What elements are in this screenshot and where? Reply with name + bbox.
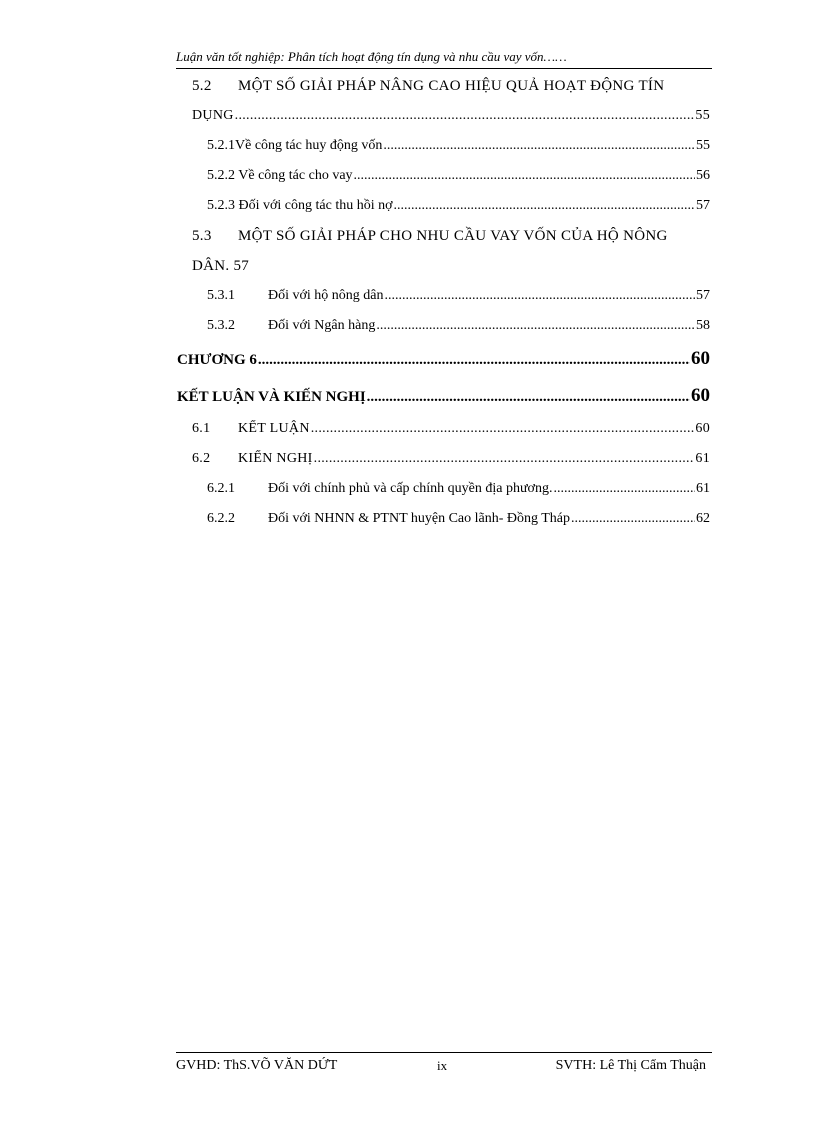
dot-leader [571,510,695,528]
footer-student: SVTH: Lê Thị Cẩm Thuận [555,1058,706,1073]
toc-entry-5-2[interactable] [192,77,664,95]
dot-leader [394,197,695,215]
dot-leader [311,420,695,438]
toc-page-number: 58 [696,318,710,333]
toc-title: DÂN. 57 [192,258,250,274]
toc-entry-5-3-continued[interactable] [192,257,249,275]
footer-advisor: GVHD: ThS.VÕ VĂN DỨT [176,1058,338,1073]
dot-leader [258,349,690,371]
toc-entry-5-3-2[interactable] [207,317,710,335]
toc-entry-6-1[interactable] [192,420,710,438]
toc-page-number: 60 [691,348,710,369]
toc-number: 6.1 [192,421,211,436]
toc-page-number: 55 [695,108,710,123]
toc-title: KIẾN NGHỊ [238,451,313,466]
toc-page-number: 61 [695,451,710,466]
toc-entry-conclusion[interactable] [177,385,710,408]
toc-entry-5-3-1[interactable] [207,287,710,305]
toc-title: Đối với hộ nông dân [268,288,384,303]
toc-title: KẾT LUẬN VÀ KIẾN NGHỊ [177,389,366,405]
toc-entry-5-3[interactable] [192,227,668,245]
toc-entry-5-2-continued[interactable] [192,107,710,125]
footer-page-number: ix [437,1058,448,1073]
toc-title: 5.2.3 Đối với công tác thu hồi nợ [207,198,393,213]
toc-number: 6.2.2 [207,511,235,526]
toc-number: 5.2 [192,78,212,94]
dot-leader [314,450,695,468]
toc-page-number: 57 [696,288,710,303]
toc-title: Đối với NHNN & PTNT huyện Cao lãnh- Đồng Tháp [268,511,571,526]
toc-entry-5-2-2[interactable] [207,167,710,185]
toc-page-number: 57 [696,198,710,213]
running-header: Luận văn tốt nghiệp: Phân tích hoạt động tín dụng và nhu cầu vay vốn…… [176,49,567,64]
toc-number: 6.2 [192,451,211,466]
toc-page-number: 61 [696,481,710,496]
toc-page-number: 60 [691,385,710,406]
toc-title: DỤNG [192,108,234,123]
toc-number: 6.2.1 [207,481,235,496]
toc-title: KẾT LUẬN [238,421,310,436]
toc-page-number: 62 [696,511,710,526]
toc-number: 5.3.1 [207,288,235,303]
dot-leader [553,480,695,498]
dot-leader [376,317,695,335]
footer-divider [176,1052,712,1053]
toc-title: MỘT SỐ GIẢI PHÁP NÂNG CAO HIỆU QUẢ HOẠT ĐỘNG TÍN [238,78,665,94]
dot-leader [385,287,695,305]
toc-title: 5.2.1Về công tác huy động vốn [207,138,383,153]
dot-leader [383,137,695,155]
toc-entry-5-2-1[interactable] [207,137,710,155]
toc-title: Đối với chính phủ và cấp chính quyền địa phương. [268,481,553,496]
toc-page-number: 56 [696,168,710,183]
toc-title: 5.2.2 Về công tác cho vay [207,168,353,183]
dot-leader [354,167,695,185]
toc-page-number: 55 [696,138,710,153]
toc-entry-6-2-1[interactable] [207,480,710,498]
toc-number: 5.3.2 [207,318,235,333]
toc-entry-5-2-3[interactable] [207,197,710,215]
toc-entry-chapter-6[interactable] [177,348,710,371]
dot-leader [235,107,695,125]
toc-entry-6-2[interactable] [192,450,710,468]
toc-title: MỘT SỐ GIẢI PHÁP CHO NHU CẦU VAY VỐN CỦA HỘ NÔNG [238,228,668,244]
dot-leader [367,386,690,408]
toc-entry-6-2-2[interactable] [207,510,710,528]
toc-title: Đối với Ngân hàng [268,318,376,333]
toc-page-number: 60 [695,421,710,436]
toc-title: CHƯƠNG 6 [177,352,257,368]
toc-number: 5.3 [192,228,212,244]
